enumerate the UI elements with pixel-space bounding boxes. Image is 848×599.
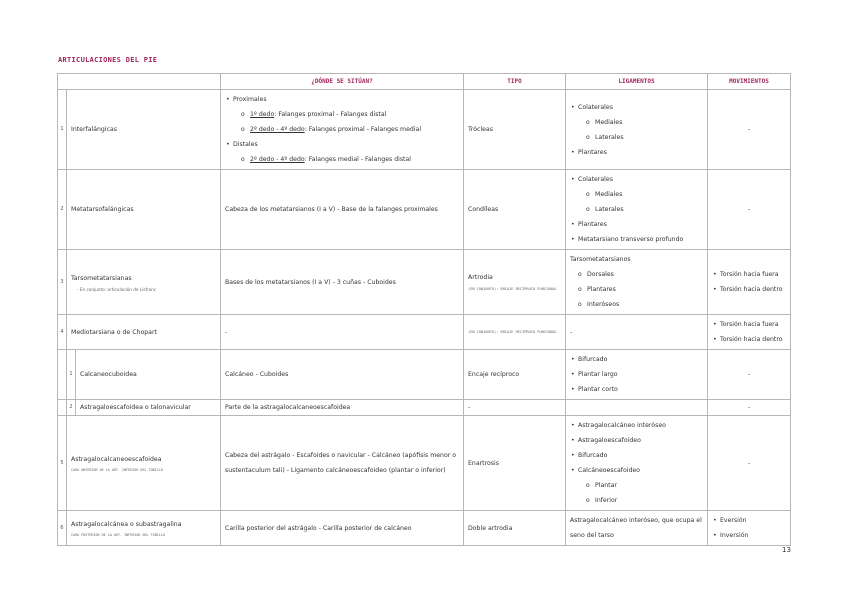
joint-where: • Proximales o 1º dedo: Falanges proximal - Falanges distal o 2º dedo - 4º dedo: Falanges proximal - Falanges medial • Distales o 2º dedo - 4º dedo: Falanges medial - Falanges distal [221, 90, 464, 170]
joint-name: Astragaloescafoidea o talonavicular [76, 400, 221, 416]
header-type: TIPO [464, 74, 566, 90]
joint-movements: - [708, 90, 791, 170]
row-number: 3 [58, 250, 67, 315]
joint-type: (EN CONJUNTO): ENCAJE RECÍPROCO FUNCIONAL [464, 315, 566, 350]
joint-where: Calcáneo - Cuboides [221, 350, 464, 400]
joint-name: Mediotarsiana o de Chopart [67, 315, 221, 350]
joint-type: Doble artrodia [464, 511, 566, 546]
joint-name: Interfalángicas [67, 90, 221, 170]
row-number: 1 [58, 90, 67, 170]
joint-type: Trócleas [464, 90, 566, 170]
row-number: 2 [67, 400, 76, 416]
table-row [58, 170, 791, 250]
row-number: 1 [67, 350, 76, 400]
joint-type: Condíleas [464, 170, 566, 250]
joint-movements: - [708, 400, 791, 416]
joint-type: Artrodia (EN CONJUNTO): ENCAJE RECÍPROCO FUNCIONAL [464, 250, 566, 315]
table-row [58, 511, 791, 546]
table-row [58, 350, 791, 400]
joint-ligaments: - [566, 315, 708, 350]
page-title: ARTICULACIONES DEL PIE [58, 56, 158, 64]
joint-movements: - [708, 416, 791, 511]
row-number: 6 [58, 511, 67, 546]
joint-ligaments: Astragalocalcáneo interóseo, que ocupa el seno del tarso [566, 511, 708, 546]
joint-ligaments: • Astragalocalcáneo interóseo • Astragaloescafoideo • Bifurcado • Calcáneoescafoideo o Plantar o Inferior [566, 416, 708, 511]
table-row [58, 315, 791, 350]
page-number: 13 [782, 546, 791, 554]
header-where: ¿DÓNDE SE SITÚAN? [221, 74, 464, 90]
joint-where: Parte de la astragalocalcaneoescafoidea [221, 400, 464, 416]
joint-where: Bases de los metatarsianos (I a V) - 3 cuñas - Cuboides [221, 250, 464, 315]
joint-name: Calcaneocuboidea [76, 350, 221, 400]
row-indent [58, 350, 67, 400]
joint-type: - [464, 400, 566, 416]
row-number: 4 [58, 315, 67, 350]
joint-name: Tarsometatarsianas - En conjunto: articulación de Lisfranc [67, 250, 221, 315]
header-movements: MOVIMIENTOS [708, 74, 791, 90]
table-row [58, 90, 791, 170]
joint-ligaments: • Colaterales o Mediales o Laterales • Plantares • Metatarsiano transverso profundo [566, 170, 708, 250]
joint-name: Astragalocalcaneoescafoidea CARA ANTERIOR DE LA ART. INFERIOR DEL TOBILLO [67, 416, 221, 511]
row-number: 5 [58, 416, 67, 511]
joint-where: Cabeza del astrágalo - Escafoides o navicular - Calcáneo (apófisis menor o sustentaculum tali) - Ligamento calcáneoescafoideo (plantar o inferior) [221, 416, 464, 511]
joint-type: Enartrosis [464, 416, 566, 511]
joint-movements: • Torsión hacia fuera • Torsión hacia dentro [708, 315, 791, 350]
table-row [58, 416, 791, 511]
row-number: 2 [58, 170, 67, 250]
joint-ligaments [566, 400, 708, 416]
joint-name: Metatarsofalángicas [67, 170, 221, 250]
joints-table [57, 73, 791, 546]
table-row [58, 400, 791, 416]
joint-where: Carilla posterior del astrágalo - Carilla posterior de calcáneo [221, 511, 464, 546]
row-indent [58, 400, 67, 416]
joint-type: Encaje recíproco [464, 350, 566, 400]
header-ligaments: LIGAMENTOS [566, 74, 708, 90]
joint-movements: - [708, 350, 791, 400]
joint-name: Astragalocalcánea o subastragalina CARA POSTERIOR DE LA ART. INFERIOR DEL TOBILLO [67, 511, 221, 546]
header-row [58, 74, 791, 90]
joint-where: - [221, 315, 464, 350]
joint-ligaments: Tarsometatarsianos o Dorsales o Plantares o Interóseos [566, 250, 708, 315]
joint-ligaments: • Bifurcado • Plantar largo • Plantar corto [566, 350, 708, 400]
table-row [58, 250, 791, 315]
joint-movements: - [708, 170, 791, 250]
joint-movements: • Torsión hacia fuera • Torsión hacia dentro [708, 250, 791, 315]
joint-where: Cabeza de los metatarsianos (I a V) - Base de la falanges proximales [221, 170, 464, 250]
joint-movements: • Eversión • Inversión [708, 511, 791, 546]
header-blank [58, 74, 221, 90]
joint-ligaments: • Colaterales o Mediales o Laterales • Plantares [566, 90, 708, 170]
